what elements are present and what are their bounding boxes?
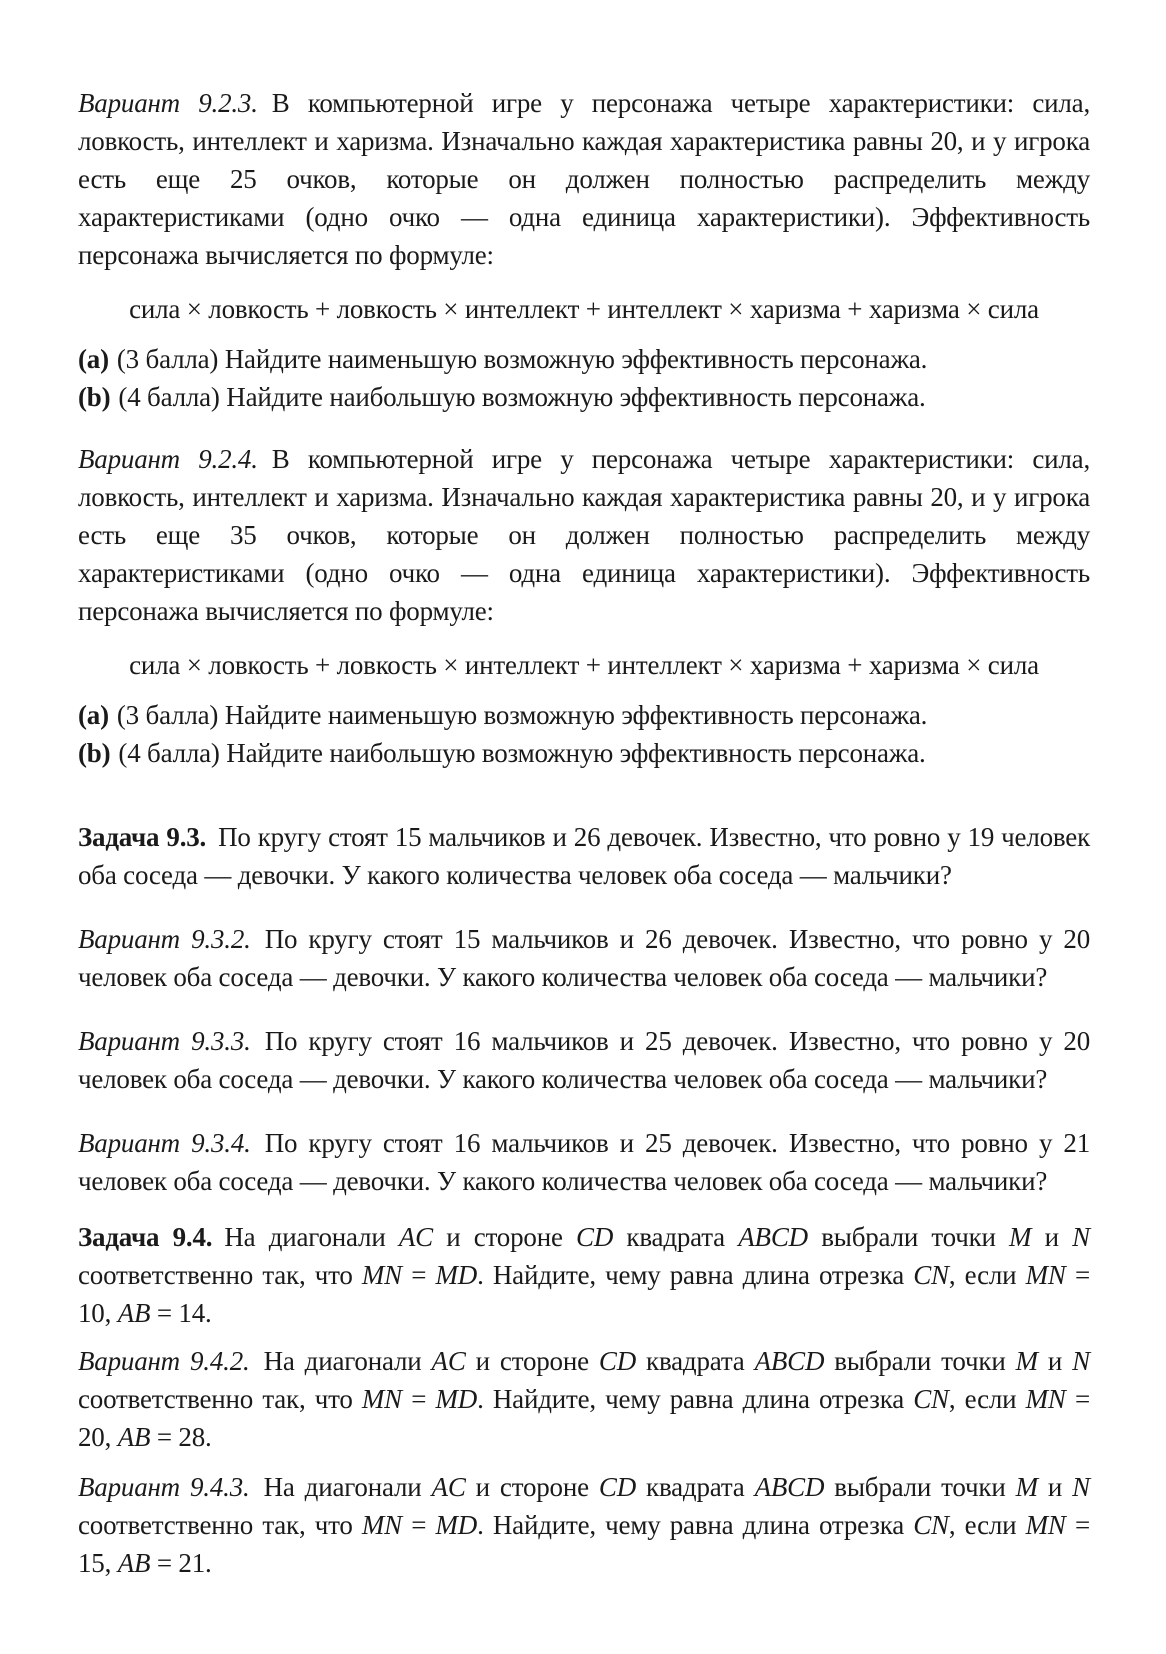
text-run: , если	[948, 1260, 1026, 1290]
text-run: = 10,	[78, 1260, 1091, 1328]
text-run: квадрата	[636, 1472, 755, 1502]
math-variable: ABCD	[754, 1346, 825, 1376]
math-variable: N	[1072, 1222, 1090, 1252]
math-variable: AB	[117, 1422, 151, 1452]
math-variable: AC	[398, 1222, 433, 1252]
variant-label: Вариант 9.4.3.	[78, 1472, 250, 1502]
item-label: (b)	[78, 738, 111, 768]
math-variable: MN	[1025, 1510, 1066, 1540]
math-variable: MD	[435, 1260, 478, 1290]
text-run: соответственно так, что	[78, 1384, 362, 1414]
math-variable: M	[1015, 1346, 1038, 1376]
math-variable: AC	[431, 1346, 466, 1376]
variant-label: Вариант 9.4.2.	[78, 1346, 250, 1376]
item-label: (b)	[78, 382, 111, 412]
math-variable: CN	[913, 1510, 949, 1540]
paragraph-text: По кругу стоят 16 мальчиков и 25 девочек. Известно, что ровно у 21 человек оба соседа — девочки. У какого количества человек оба соседа — мальчики?	[78, 1128, 1090, 1196]
paragraph-variant-9-3-2	[78, 920, 1090, 996]
math-variable: MN	[361, 1510, 402, 1540]
math-variable: ABCD	[738, 1222, 808, 1252]
text-run: = 21.	[150, 1548, 212, 1578]
text-run: = 15,	[78, 1510, 1091, 1578]
paragraph-text: По кругу стоят 15 мальчиков и 26 девочек. Известно, что ровно у 20 человек оба соседа — девочки. У какого количества человек оба соседа — мальчики?	[78, 924, 1090, 992]
text-run: =	[402, 1510, 436, 1540]
math-variable: ABCD	[754, 1472, 825, 1502]
task-label: Задача 9.3.	[78, 822, 207, 852]
item-b	[78, 734, 1090, 772]
variant-label: Вариант 9.2.4.	[78, 444, 258, 474]
item-label: (a)	[78, 344, 109, 374]
text-run: и	[1031, 1222, 1073, 1252]
effectiveness-formula: сила × ловкость + ловкость × интеллект + интеллект × харизма + харизма × сила	[129, 294, 1039, 324]
paragraph-variant-9-2-4	[78, 440, 1090, 630]
variant-label: Вариант 9.3.4.	[78, 1128, 251, 1158]
text-run: На диагонали	[263, 1346, 432, 1376]
math-variable: AC	[431, 1472, 466, 1502]
item-text: (3 балла) Найдите наименьшую возможную эффективность персонажа.	[116, 344, 928, 374]
text-run: = 28.	[150, 1422, 212, 1452]
item-label: (a)	[78, 700, 109, 730]
text-run: и стороне	[432, 1222, 577, 1252]
variant-label: Вариант 9.3.2.	[78, 924, 251, 954]
text-run: и стороне	[465, 1472, 599, 1502]
task-label: Задача 9.4.	[78, 1222, 213, 1252]
item-b	[78, 378, 1090, 416]
text-run: выбрали точки	[824, 1346, 1016, 1376]
variant-label: Вариант 9.3.3.	[78, 1026, 251, 1056]
text-run: = 20,	[78, 1384, 1091, 1452]
text-run: , если	[948, 1384, 1026, 1414]
paragraph-text: В компьютерной игре у персонажа четыре характеристики: сила, ловкость, интеллект и харизма. Изначально каждая характеристика равны 20, и у игрока есть еще 35 очков, которые он должен полностью распределить между характеристиками (одно очко — одна единица характеристики). Эффективность персонажа вычисляется по формуле:	[78, 444, 1090, 626]
text-run: На диагонали	[224, 1222, 399, 1252]
paragraph-text: В компьютерной игре у персонажа четыре характеристики: сила, ловкость, интеллект и харизма. Изначально каждая характеристика равны 20, и у игрока есть еще 25 очков, которые он должен полностью распределить между характеристиками (одно очко — одна единица характеристики). Эффективность персонажа вычисляется по формуле:	[78, 88, 1090, 270]
text-run: выбрали точки	[807, 1222, 1010, 1252]
math-variable: N	[1072, 1346, 1090, 1376]
paragraph-text: По кругу стоят 15 мальчиков и 26 девочек. Известно, что ровно у 19 человек оба соседа — девочки. У какого количества человек оба соседа — мальчики?	[78, 822, 1090, 890]
math-variable: N	[1072, 1472, 1090, 1502]
math-variable: AB	[117, 1298, 151, 1328]
math-variable: CD	[598, 1346, 637, 1376]
paragraph-variant-9-4-3	[78, 1468, 1090, 1582]
item-text: (4 балла) Найдите наибольшую возможную эффективность персонажа.	[118, 738, 926, 768]
paragraph-variant-9-2-3	[78, 84, 1090, 274]
effectiveness-formula: сила × ловкость + ловкость × интеллект + интеллект × харизма + харизма × сила	[129, 650, 1039, 680]
math-variable: MD	[435, 1384, 478, 1414]
math-variable: CD	[576, 1222, 614, 1252]
math-variable: MN	[1025, 1260, 1066, 1290]
text-run: , если	[948, 1510, 1026, 1540]
text-run: =	[402, 1384, 436, 1414]
text-run: и	[1037, 1346, 1073, 1376]
item-text: (4 балла) Найдите наибольшую возможную эффективность персонажа.	[118, 382, 926, 412]
text-run: квадрата	[613, 1222, 739, 1252]
paragraph-variant-9-3-3	[78, 1022, 1090, 1098]
math-variable: AB	[117, 1548, 151, 1578]
math-variable: CN	[913, 1384, 949, 1414]
item-list	[78, 696, 1090, 772]
text-run: выбрали точки	[824, 1472, 1016, 1502]
text-run: соответственно так, что	[78, 1260, 362, 1290]
text-run: . Найдите, чему равна длина отрезка	[477, 1510, 914, 1540]
math-variable: MN	[361, 1260, 402, 1290]
text-run: квадрата	[636, 1346, 755, 1376]
text-run: соответственно так, что	[78, 1510, 362, 1540]
math-variable: CN	[913, 1260, 949, 1290]
paragraph-variant-9-4-2	[78, 1342, 1090, 1456]
paragraph-text	[78, 1222, 1090, 1328]
math-variable: M	[1009, 1222, 1032, 1252]
paragraph-variant-9-3-4	[78, 1124, 1090, 1200]
text-run: и стороне	[465, 1346, 599, 1376]
variant-label: Вариант 9.2.3.	[78, 88, 258, 118]
text-run: . Найдите, чему равна длина отрезка	[477, 1260, 914, 1290]
math-variable: MN	[361, 1384, 402, 1414]
item-text: (3 балла) Найдите наименьшую возможную эффективность персонажа.	[116, 700, 928, 730]
text-run: . Найдите, чему равна длина отрезка	[477, 1384, 914, 1414]
paragraph-task-9-4	[78, 1218, 1090, 1332]
item-a	[78, 696, 1090, 734]
text-run: =	[402, 1260, 436, 1290]
math-variable: MN	[1025, 1384, 1066, 1414]
math-variable: M	[1015, 1472, 1038, 1502]
item-list	[78, 340, 1090, 416]
text-run: = 14.	[150, 1298, 212, 1328]
text-run: На диагонали	[263, 1472, 432, 1502]
text-run: и	[1037, 1472, 1073, 1502]
paragraph-text: По кругу стоят 16 мальчиков и 25 девочек. Известно, что ровно у 20 человек оба соседа — девочки. У какого количества человек оба соседа — мальчики?	[78, 1026, 1090, 1094]
item-a	[78, 340, 1090, 378]
math-variable: CD	[598, 1472, 637, 1502]
paragraph-task-9-3	[78, 818, 1090, 894]
math-variable: MD	[435, 1510, 478, 1540]
